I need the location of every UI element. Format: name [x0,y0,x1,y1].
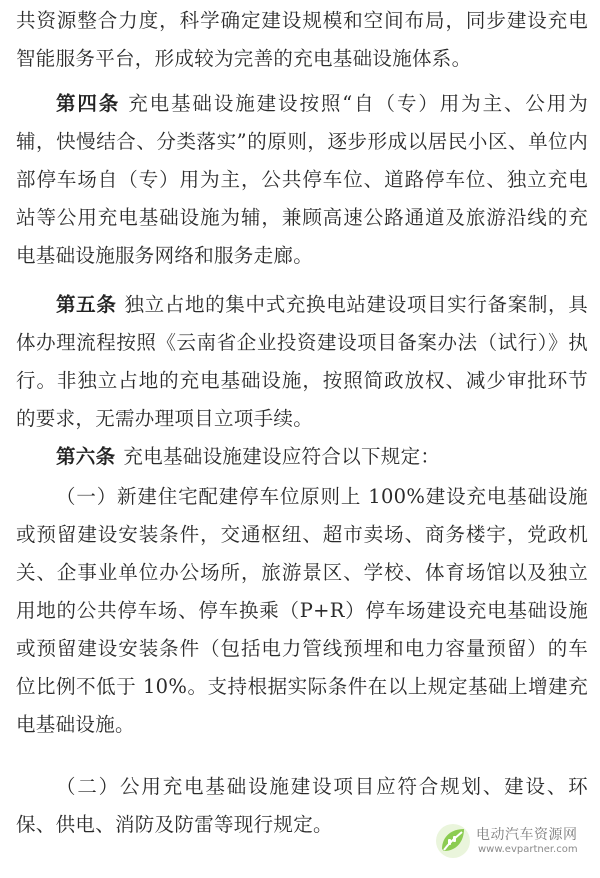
article-heading: 第六条 [56,445,116,468]
clause-text: （二）公用充电基础设施建设项目应符合规划、建设、环保、供电、消防及防雷等现行规定。 [16,775,588,836]
article-5 [16,286,588,438]
paragraph-text: 共资源整合力度，科学确定建设规模和空间布局，同步建设充电智能服务平台，形成较为完善的充电基础设施体系。 [16,9,588,70]
watermark-url: www.evpartner.com [478,844,578,855]
article-heading: 第五条 [56,293,117,316]
article-4 [16,85,588,275]
paragraph-continuation [16,2,588,78]
clause-1 [16,478,588,744]
article-6 [16,438,588,476]
article-text: 充电基础设施建设按照“自（专）用为主、公用为辅，快慢结合、分类落实”的原则，逐步形成以居民小区、单位内部停车场自（专）用为主，公共停车位、道路停车位、独立充电站等公用充电基础设施为辅，兼顾高速公路通道及旅游沿线的充电基础设施服务网络和服务走廊。 [16,92,588,267]
leaf-plug-logo-icon [434,822,472,860]
clause-text: （一）新建住宅配建停车位原则上 100%建设充电基础设施或预留建设安装条件，交通枢纽、超市卖场、商务楼宇，党政机关、企事业单位办公场所，旅游景区、学校、体育场馆以及独立用地的公共停车场、停车换乘（P+R）停车场建设充电基础设施或预留建设安装条件（包括电力管线预埋和电力容量预留）的车位比例不低于 10%。支持根据实际条件在以上规定基础上增建充电基础设施。 [16,485,588,736]
article-text: 独立占地的集中式充换电站建设项目实行备案制，具体办理流程按照《云南省企业投资建设项目备案办法（试行）》执行。非独立占地的充电基础设施，按照简政放权、减少审批环节的要求，无需办理项目立项手续。 [16,293,589,430]
watermark-title: 电动汽车资源网 [476,827,578,843]
article-text: 充电基础设施建设应符合以下规定： [123,445,441,468]
article-heading: 第四条 [56,92,121,115]
site-watermark [434,818,590,864]
